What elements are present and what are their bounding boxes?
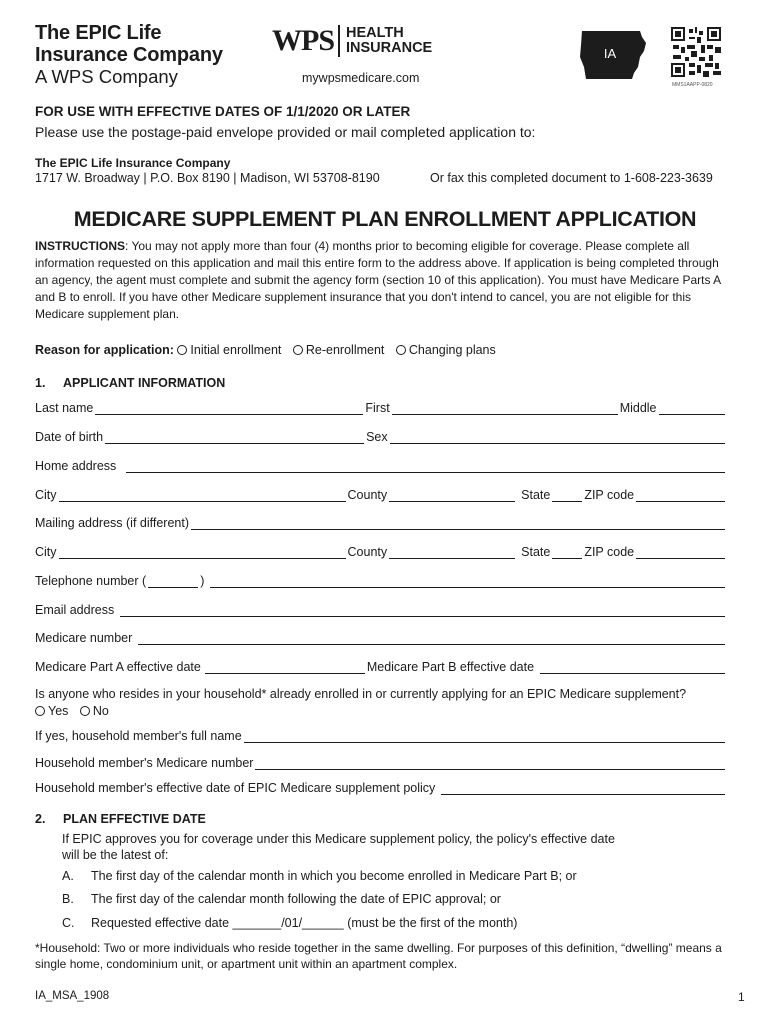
home-city-row: City County State ZIP code: [35, 486, 727, 502]
reason-option-initial[interactable]: Initial enrollment: [177, 343, 281, 357]
home-county-field[interactable]: [389, 489, 515, 502]
mailing-company: The EPIC Life Insurance Company: [35, 156, 231, 170]
instructions: [35, 238, 735, 323]
qr-code-label: MMS1AAPP-0820: [672, 82, 713, 88]
medicare-dates-row: Medicare Part A effective date Medicare Part B effective date: [35, 658, 727, 674]
telephone-row: Telephone number ( ): [35, 572, 727, 588]
reason-label: Reason for application:: [35, 343, 174, 357]
first-name-field[interactable]: [392, 402, 618, 415]
radio-icon[interactable]: [177, 345, 187, 355]
effective-option-a: A. The first day of the calendar month in which you become enrolled in Medicare Part B; or: [62, 869, 577, 883]
section-2-heading: 2. PLAN EFFECTIVE DATE: [35, 812, 206, 826]
mailing-address-field[interactable]: [191, 517, 725, 530]
email-row: Email address: [35, 601, 727, 617]
effective-option-b: B. The first day of the calendar month following the date of EPIC approval; or: [62, 892, 501, 906]
household-name-field[interactable]: [244, 730, 725, 743]
household-no[interactable]: No: [80, 704, 109, 718]
instructions-label: INSTRUCTIONS: [35, 239, 125, 253]
household-question: Is anyone who resides in your household* already enrolled in or currently applying for an EPIC Medicare supplement? Yes No: [35, 687, 687, 718]
household-yes[interactable]: Yes: [35, 704, 68, 718]
effective-option-c[interactable]: C. Requested effective date _______/01/______ (must be the first of the month): [62, 916, 518, 930]
fax-number: Or fax this completed document to 1-608-223-3639: [430, 171, 713, 185]
state-label: IA: [603, 46, 617, 61]
medicare-number-field[interactable]: [138, 632, 725, 645]
medicare-number-row: Medicare number: [35, 629, 727, 645]
email-field[interactable]: [120, 604, 725, 617]
wps-logo-letters: WPS: [272, 24, 335, 57]
mailing-county-field[interactable]: [389, 546, 515, 559]
page-title: MEDICARE SUPPLEMENT PLAN ENROLLMENT APPLICATION: [73, 207, 697, 231]
area-code-field[interactable]: [148, 575, 198, 588]
sex-field[interactable]: [390, 431, 725, 444]
home-city-field[interactable]: [59, 489, 346, 502]
mailing-zip-field[interactable]: [636, 546, 725, 559]
dob-field[interactable]: [105, 431, 364, 444]
mailing-instruction: Please use the postage-paid envelope provided or mail completed application to:: [35, 124, 536, 140]
home-zip-field[interactable]: [636, 489, 725, 502]
household-effective-field[interactable]: [441, 782, 725, 795]
website-link: mywpsmedicare.com: [302, 71, 420, 85]
dob-row: Date of birth Sex: [35, 428, 727, 444]
section-2-intro: If EPIC approves you for coverage under this Medicare supplement policy, the policy's effective date will be the latest of:: [62, 832, 615, 862]
reason-option-changing[interactable]: Changing plans: [396, 343, 496, 357]
radio-icon[interactable]: [80, 706, 90, 716]
household-name-row: If yes, household member's full name: [35, 727, 727, 743]
radio-icon[interactable]: [293, 345, 303, 355]
household-medicare-row: Household member's Medicare number: [35, 754, 727, 770]
reason-option-reenrollment[interactable]: Re-enrollment: [293, 343, 385, 357]
section-1-heading: 1. APPLICANT INFORMATION: [35, 376, 226, 390]
effective-notice: FOR USE WITH EFFECTIVE DATES OF 1/1/2020 OR LATER: [35, 104, 411, 119]
instructions-text: : You may not apply more than four (4) months prior to becoming eligible for coverage. Please complete all information requested on this application and mail this entire form to the address above. If application is being completed through an agency, the agent must complete and submit the agency form (section 10 of this application). You must have Medicare Parts A and B to enroll. If you have other Medicare supplement insurance that you don't intend to cancel, you are not eligible for this Medicare supplement plan.: [35, 239, 721, 321]
mailing-city-row: City County State ZIP code: [35, 543, 727, 559]
iowa-map-icon: [578, 27, 648, 83]
company-name: The EPIC Life Insurance Company: [35, 22, 223, 66]
page-number: 1: [738, 990, 745, 1004]
radio-icon[interactable]: [35, 706, 45, 716]
home-address-field[interactable]: [126, 460, 725, 473]
last-name-field[interactable]: [95, 402, 363, 415]
mailing-state-field[interactable]: [552, 546, 582, 559]
middle-name-field[interactable]: [659, 402, 725, 415]
household-footnote: *Household: Two or more individuals who reside together in the same dwelling. For purposes of this definition, “dwelling” means a single home, condominium unit, or apartment unit within an apartment complex.: [35, 941, 722, 971]
household-medicare-field[interactable]: [255, 757, 725, 770]
form-code: IA_MSA_1908: [35, 990, 110, 1002]
mailing-city-field[interactable]: [59, 546, 346, 559]
company-subtitle: A WPS Company: [35, 66, 178, 87]
reason-for-application: [35, 343, 504, 357]
part-a-date-field[interactable]: [205, 661, 365, 674]
household-effective-row: Household member's effective date of EPIC Medicare supplement policy: [35, 779, 727, 795]
part-b-date-field[interactable]: [540, 661, 725, 674]
qr-code-icon: [671, 26, 721, 78]
home-state-field[interactable]: [552, 489, 582, 502]
mailing-address: 1717 W. Broadway | P.O. Box 8190 | Madison, WI 53708-8190: [35, 171, 380, 185]
wps-logo-health: HEALTH INSURANCE: [346, 25, 433, 56]
wps-logo: [272, 24, 432, 58]
mailing-address-row: Mailing address (if different): [35, 514, 727, 530]
home-address-row: Home address: [35, 457, 727, 473]
telephone-field[interactable]: [210, 575, 725, 588]
radio-icon[interactable]: [396, 345, 406, 355]
name-row: Last name First Middle: [35, 399, 727, 415]
